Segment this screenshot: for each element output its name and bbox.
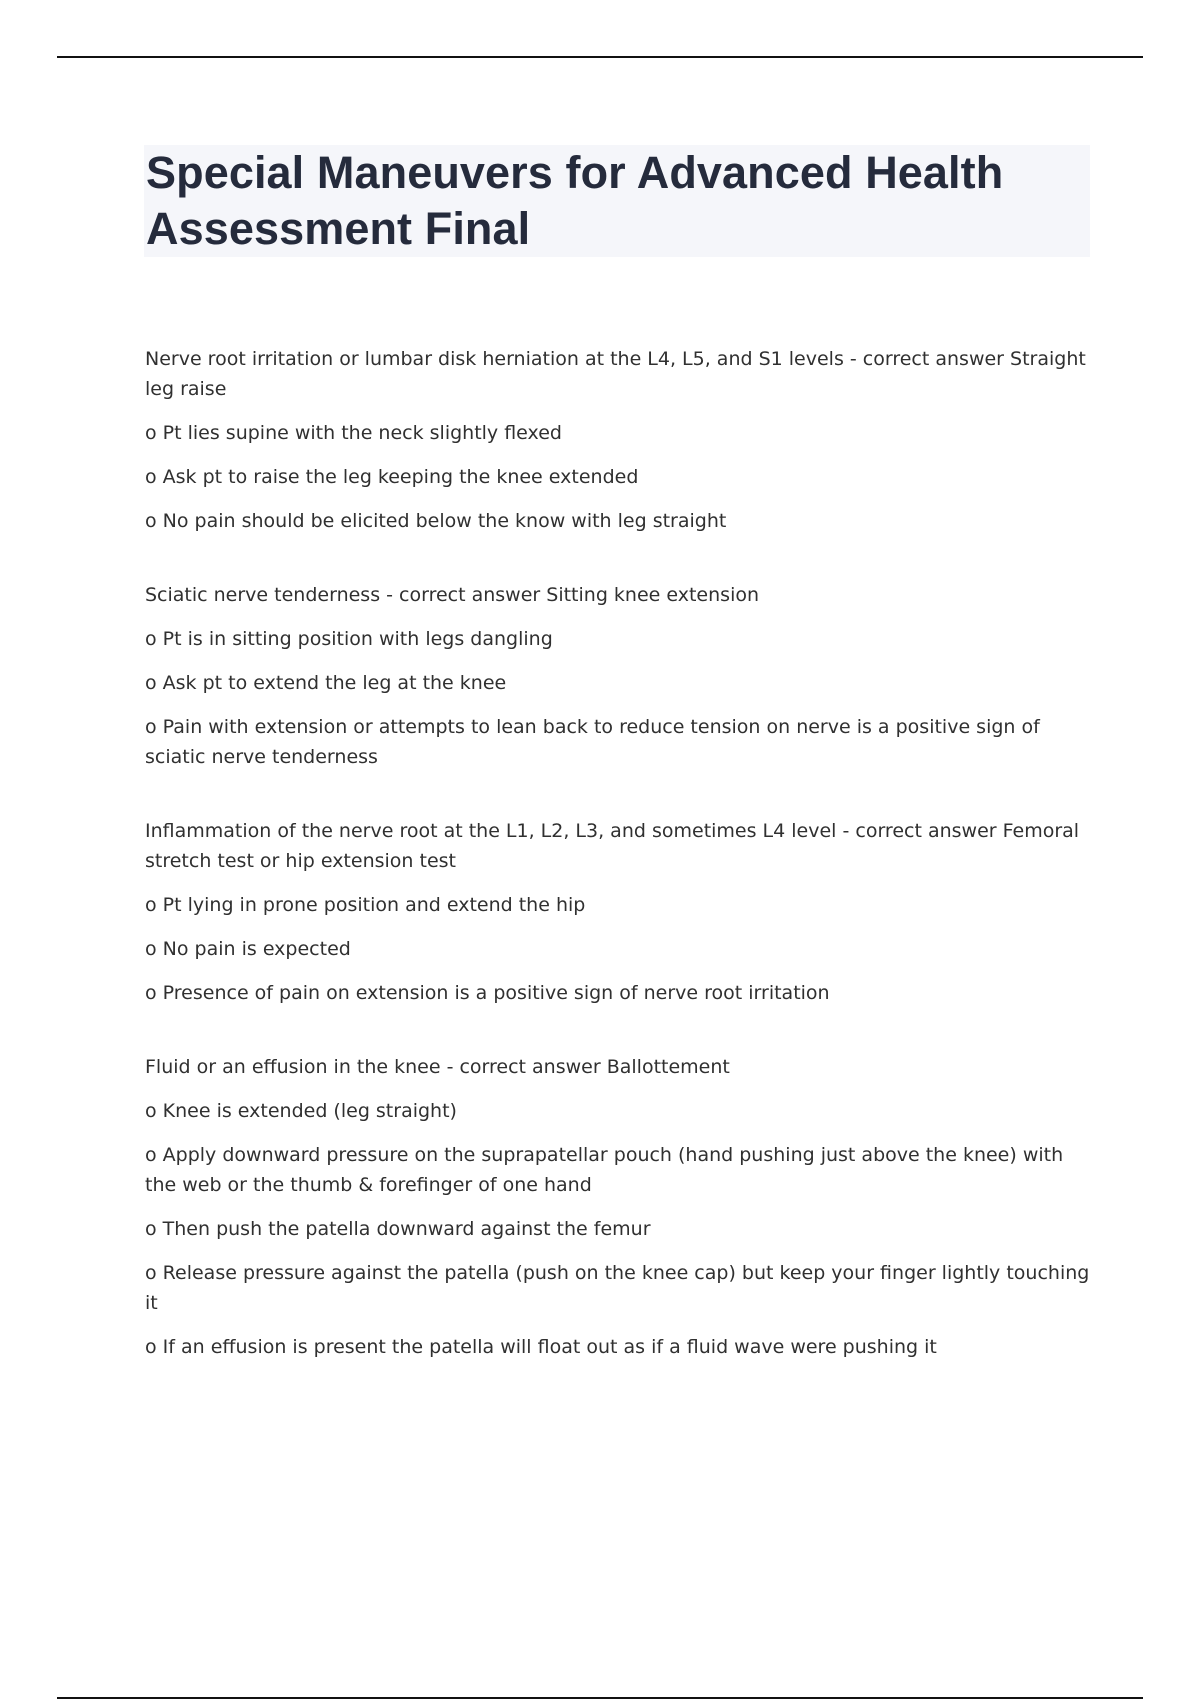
flashcard xyxy=(145,344,1090,536)
card-point: o Then push the patella downward against the femur xyxy=(145,1218,651,1240)
card-point: o No pain should be elicited below the know with leg straight xyxy=(145,510,727,532)
title-block xyxy=(144,145,1090,257)
card-question: Inflammation of the nerve root at the L1, L2, L3, and sometimes L4 level - correct answer Femoral stretch test or hip extension test xyxy=(145,820,1080,872)
card-point: o Apply downward pressure on the suprapatellar pouch (hand pushing just above the knee) with the web or the thumb & forefinger of one hand xyxy=(145,1144,1064,1196)
card-point: o Release pressure against the patella (push on the knee cap) but keep your finger lightly touching it xyxy=(145,1262,1090,1314)
document-title: Special Maneuvers for Advanced Health Assessment Final xyxy=(146,147,1004,254)
flashcard xyxy=(145,1052,1090,1362)
card-point: o No pain is expected xyxy=(145,938,351,960)
card-point: o Ask pt to extend the leg at the knee xyxy=(145,672,507,694)
flashcard-list xyxy=(145,344,1090,1406)
card-point: o Pt lying in prone position and extend the hip xyxy=(145,894,586,916)
flashcard xyxy=(145,580,1090,772)
card-point: o Pt lies supine with the neck slightly flexed xyxy=(145,422,562,444)
card-point: o Presence of pain on extension is a positive sign of nerve root irritation xyxy=(145,982,830,1004)
card-point: o Knee is extended (leg straight) xyxy=(145,1100,457,1122)
card-point: o Ask pt to raise the leg keeping the knee extended xyxy=(145,466,639,488)
flashcard xyxy=(145,816,1090,1008)
card-point: o If an effusion is present the patella will float out as if a fluid wave were pushing it xyxy=(145,1336,937,1358)
card-question: Sciatic nerve tenderness - correct answer Sitting knee extension xyxy=(145,584,760,606)
card-question: Fluid or an effusion in the knee - correct answer Ballottement xyxy=(145,1056,730,1078)
card-point: o Pt is in sitting position with legs dangling xyxy=(145,628,553,650)
card-question: Nerve root irritation or lumbar disk herniation at the L4, L5, and S1 levels - correct answer Straight leg raise xyxy=(145,348,1086,400)
top-rule xyxy=(57,56,1143,58)
card-point: o Pain with extension or attempts to lean back to reduce tension on nerve is a positive sign of sciatic nerve tenderness xyxy=(145,716,1040,768)
bottom-rule xyxy=(57,1697,1143,1699)
